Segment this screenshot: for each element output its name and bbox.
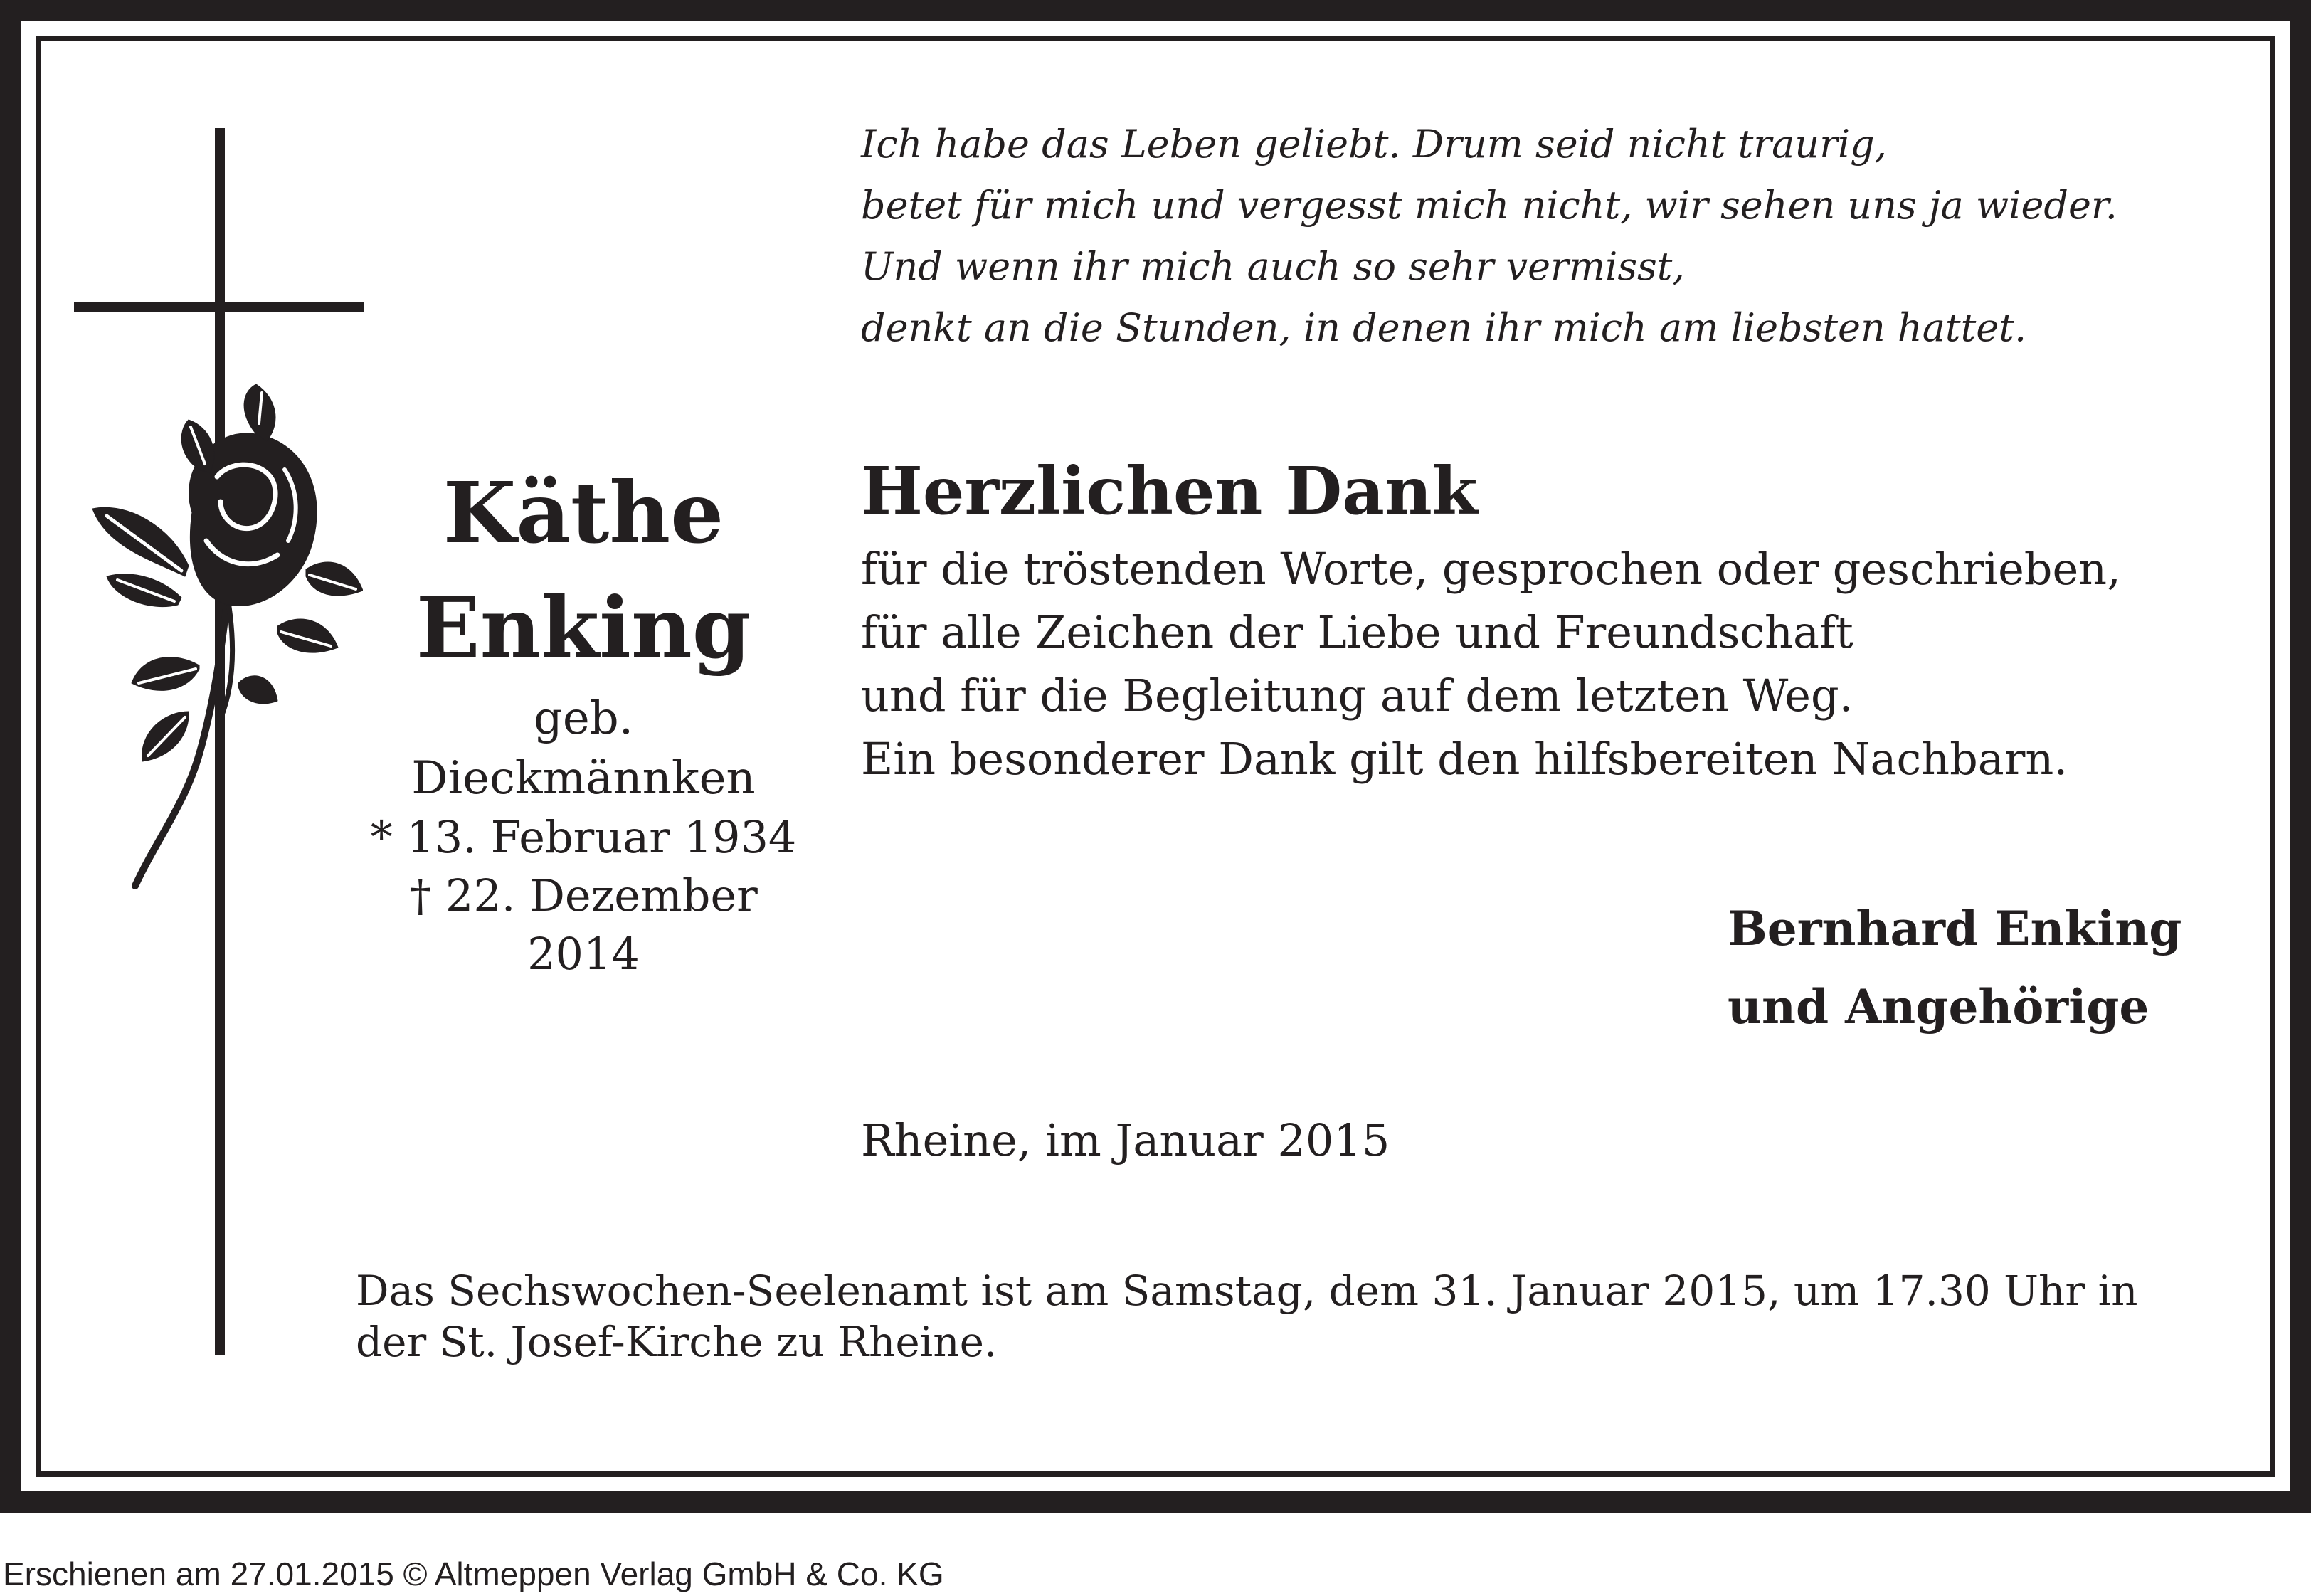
signature-line: und Angehörige [1728,979,2149,1035]
deceased-last-name: Enking [416,578,751,677]
publication-footer: Erschienen am 27.01.2015 © Altmeppen Verlag GmbH & Co. KG [3,1555,944,1592]
deceased-birth-name: geb. Dieckmännken [411,692,756,805]
poem-line: Ich habe das Leben geliebt. Drum seid nicht traurig, [861,122,1887,167]
poem-line: betet für mich und vergesst mich nicht, wir sehen uns ja wieder. [861,183,2117,228]
service-notice: Das Sechswochen-Seelenamt ist am Samstag, dem 31. Januar 2015, um 17.30 Uhr in der St. Josef-Kirche zu Rheine. [356,1267,2138,1366]
thanks-line: für alle Zeichen der Liebe und Freundschaft [861,606,1853,658]
signature-line: Bernhard Enking [1728,901,2182,956]
signature [1728,889,2182,1046]
birth-date: * 13. Februar 1934 [370,811,797,863]
thanks-line: und für die Begleitung auf dem letzten Weg. [861,670,1853,722]
place-date: Rheine, im Januar 2015 [861,1114,1390,1166]
deceased-first-name: Käthe [443,463,724,562]
deceased-block [356,455,811,983]
rose-icon [92,384,363,897]
thanks-line: Ein besonderer Dank gilt den hilfsbereiten Nachbarn. [861,733,2068,785]
thanks-text [861,537,2248,791]
poem-line: denkt an die Stunden, in denen ihr mich am liebsten hattet. [861,305,2027,350]
poem [861,114,2248,359]
thanks-line: für die tröstenden Worte, gesprochen oder geschrieben, [861,543,2121,595]
cross-horizontal-bar [74,302,364,312]
thanks-heading: Herzlichen Dank [861,453,1478,529]
poem-line: Und wenn ihr mich auch so sehr vermisst, [861,244,1685,289]
death-date: † 22. Dezember 2014 [409,870,758,980]
